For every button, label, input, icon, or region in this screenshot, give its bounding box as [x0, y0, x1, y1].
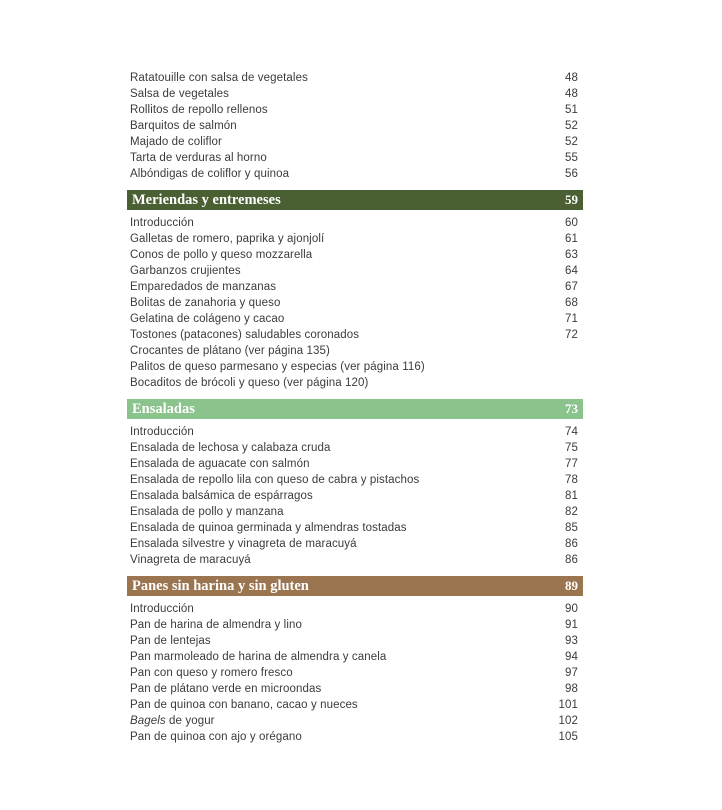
toc-item-page-number: 72: [565, 329, 578, 341]
toc-item-page-number: 61: [565, 233, 578, 245]
toc-item-label: Ensalada de pollo y manzana: [130, 506, 284, 518]
section-header-ensaladas: [127, 399, 583, 419]
toc-item: [127, 601, 583, 617]
toc-item-label: Tarta de verduras al horno: [130, 152, 267, 164]
toc-item-page-number: 71: [565, 313, 578, 325]
toc-item-label: Pan de quinoa con ajo y orégano: [130, 731, 302, 743]
toc-item: [127, 520, 583, 536]
toc-item: [127, 617, 583, 633]
toc-item: [127, 86, 583, 102]
toc-item: [127, 375, 583, 391]
toc-item-label: Pan con queso y romero fresco: [130, 667, 293, 679]
toc-item: [127, 472, 583, 488]
toc-item-page-number: 82: [565, 506, 578, 518]
toc-item: [127, 118, 583, 134]
toc-item: [127, 681, 583, 697]
toc-item-page-number: 81: [565, 490, 578, 502]
toc-item-label: Ensalada de repollo lila con queso de cabra y pistachos: [130, 474, 420, 486]
toc-item-page-number: 48: [565, 88, 578, 100]
toc-item-page-number: 86: [565, 538, 578, 550]
toc-item: [127, 665, 583, 681]
toc-item: [127, 150, 583, 166]
toc-item: [127, 311, 583, 327]
toc-item-label: Pan de lentejas: [130, 635, 211, 647]
toc-item: [127, 231, 583, 247]
section-page-number: 89: [565, 578, 578, 593]
toc-item-label: Pan de plátano verde en microondas: [130, 683, 322, 695]
toc-item-page-number: 97: [565, 667, 578, 679]
toc-item-label: Salsa de vegetales: [130, 88, 229, 100]
toc-item-page-number: 48: [565, 72, 578, 84]
toc-item-label: Majado de coliflor: [130, 136, 222, 148]
toc-item: [127, 424, 583, 440]
toc-item-page-number: 52: [565, 136, 578, 148]
toc-item: [127, 102, 583, 118]
toc-item-label: Crocantes de plátano (ver página 135): [130, 345, 330, 357]
toc-item-page-number: 85: [565, 522, 578, 534]
toc-item-label-italic: Bagels: [130, 715, 166, 727]
section-title: Panes sin harina y sin gluten: [132, 577, 309, 594]
toc-item-label: Introducción: [130, 217, 194, 229]
toc-item-page-number: 51: [565, 104, 578, 116]
toc-item-label: Tostones (patacones) saludables coronados: [130, 329, 360, 341]
toc-item-label: Introducción: [130, 603, 194, 615]
section-header-panes-sin-harina-y-sin-gluten: [127, 576, 583, 596]
toc-item-page-number: 56: [565, 168, 578, 180]
toc-item-page-number: 90: [565, 603, 578, 615]
toc-item-page-number: 52: [565, 120, 578, 132]
toc-content: [127, 70, 583, 745]
toc-item: [127, 70, 583, 86]
toc-item-page-number: 67: [565, 281, 578, 293]
toc-item: [127, 536, 583, 552]
toc-item-page-number: 78: [565, 474, 578, 486]
toc-item-page-number: 75: [565, 442, 578, 454]
toc-item: [127, 279, 583, 295]
toc-item: [127, 263, 583, 279]
toc-item-page-number: 94: [565, 651, 578, 663]
toc-item: [127, 697, 583, 713]
toc-item: [127, 134, 583, 150]
toc-item-page-number: 64: [565, 265, 578, 277]
toc-item-label: Albóndigas de coliflor y quinoa: [130, 168, 290, 180]
toc-item-label: Ratatouille con salsa de vegetales: [130, 72, 308, 84]
toc-item: [127, 456, 583, 472]
toc-item: [127, 327, 583, 343]
toc-item-label: Palitos de queso parmesano y especias (ver página 116): [130, 361, 425, 373]
toc-item-label: Gelatina de colágeno y cacao: [130, 313, 285, 325]
toc-item-page-number: 98: [565, 683, 578, 695]
section-page-number: 73: [565, 401, 578, 416]
toc-item-page-number: 60: [565, 217, 578, 229]
section-title: Meriendas y entremeses: [132, 191, 281, 208]
toc-item: [127, 215, 583, 231]
toc-item: [127, 440, 583, 456]
section-title: Ensaladas: [132, 400, 195, 417]
toc-item-label: Pan de harina de almendra y lino: [130, 619, 302, 631]
toc-item-page-number: 63: [565, 249, 578, 261]
toc-item-label: Ensalada silvestre y vinagreta de maracuyá: [130, 538, 357, 550]
toc-item-label: Ensalada balsámica de espárragos: [130, 490, 313, 502]
toc-item-label: Bagels de yogur: [130, 715, 215, 727]
toc-item-page-number: 74: [565, 426, 578, 438]
toc-item-page-number: 91: [565, 619, 578, 631]
toc-item-label: Bocaditos de brócoli y queso (ver página 120): [130, 377, 369, 389]
toc-item-page-number: 55: [565, 152, 578, 164]
toc-item-label: Ensalada de aguacate con salmón: [130, 458, 310, 470]
toc-item: [127, 247, 583, 263]
toc-item-page-number: 93: [565, 635, 578, 647]
toc-item-page-number: 105: [558, 731, 578, 743]
toc-item-label: Ensalada de quinoa germinada y almendras tostadas: [130, 522, 407, 534]
toc-item-label: Vinagreta de maracuyá: [130, 554, 251, 566]
toc-item: [127, 343, 583, 359]
toc-item-page-number: 77: [565, 458, 578, 470]
toc-item: [127, 713, 583, 729]
toc-item-page-number: 68: [565, 297, 578, 309]
toc-item: [127, 488, 583, 504]
toc-item-label: Pan marmoleado de harina de almendra y canela: [130, 651, 387, 663]
toc-item-page-number: 102: [558, 715, 578, 727]
toc-item: [127, 166, 583, 182]
toc-item-label: Conos de pollo y queso mozzarella: [130, 249, 313, 261]
toc-item: [127, 295, 583, 311]
toc-item-label: Pan de quinoa con banano, cacao y nueces: [130, 699, 358, 711]
toc-item-label: Emparedados de manzanas: [130, 281, 277, 293]
toc-item: [127, 504, 583, 520]
toc-item-label: Barquitos de salmón: [130, 120, 237, 132]
section-page-number: 59: [565, 192, 578, 207]
toc-item-page-number: 101: [558, 699, 578, 711]
toc-item: [127, 552, 583, 568]
toc-item-label: Garbanzos crujientes: [130, 265, 241, 277]
toc-item-label: Introducción: [130, 426, 194, 438]
toc-item: [127, 359, 583, 375]
toc-item-label: Rollitos de repollo rellenos: [130, 104, 268, 116]
toc-item: [127, 729, 583, 745]
toc-item: [127, 633, 583, 649]
toc-item-label: Bolitas de zanahoria y queso: [130, 297, 281, 309]
toc-item-page-number: 86: [565, 554, 578, 566]
section-header-meriendas-y-entremeses: [127, 190, 583, 210]
toc-item: [127, 649, 583, 665]
toc-item-label: Galletas de romero, paprika y ajonjolí: [130, 233, 325, 245]
toc-item-label: Ensalada de lechosa y calabaza cruda: [130, 442, 331, 454]
